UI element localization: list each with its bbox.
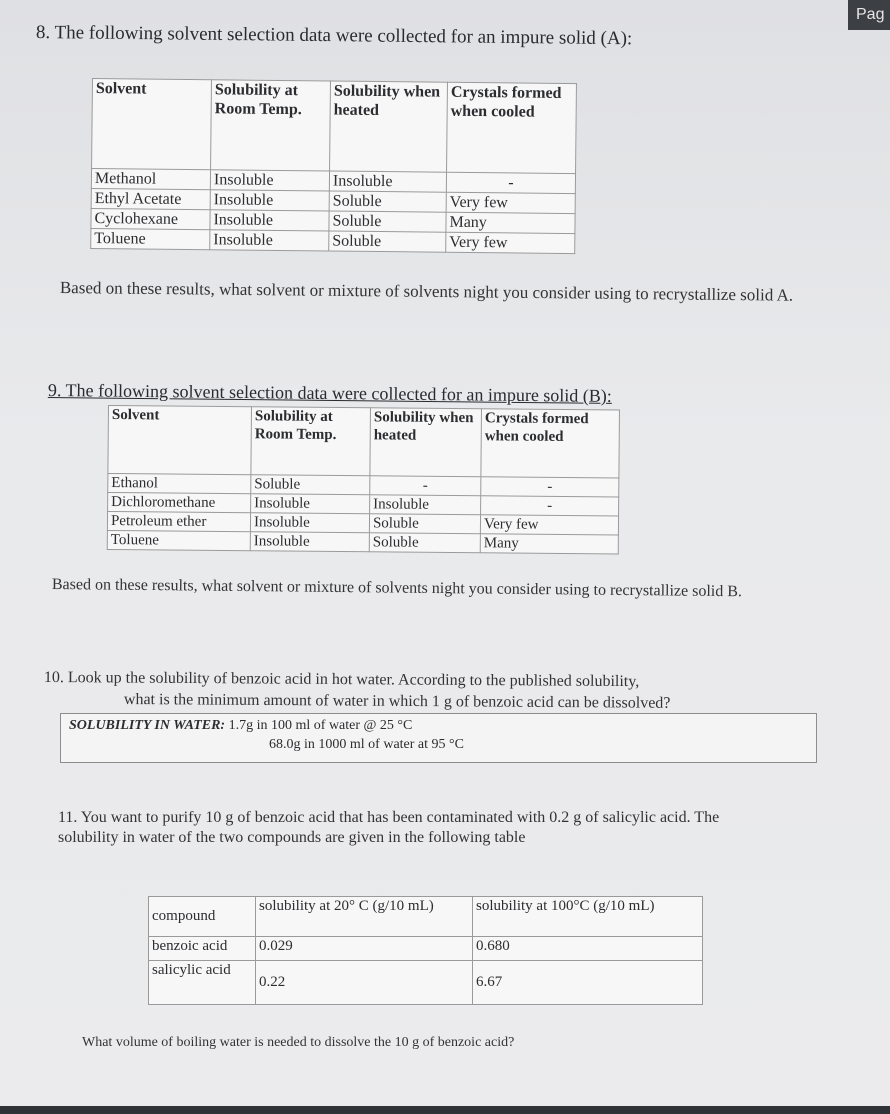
- q9-header-solvent: Solvent: [108, 406, 252, 475]
- table-cell: Insoluble: [250, 532, 369, 552]
- screen-bottom-edge: [0, 1106, 890, 1114]
- table-cell: Many: [446, 212, 575, 233]
- q8-header-crystals: Crystals formed when cooled: [447, 82, 577, 173]
- table-cell: Ethyl Acetate: [91, 188, 210, 209]
- table-cell: Soluble: [329, 211, 446, 232]
- q8-header-heated: Solubility when heated: [330, 81, 448, 172]
- table-cell: Insoluble: [210, 210, 329, 231]
- table-row: [149, 937, 703, 961]
- table-cell: Soluble: [369, 514, 480, 534]
- table-cell: Soluble: [329, 231, 446, 252]
- table-cell: Insoluble: [251, 494, 370, 514]
- table-row: [107, 530, 618, 553]
- q8-heading: 8. The following solvent selection data were collected for an impure solid (A):: [35, 22, 633, 50]
- q10-label: SOLUBILITY IN WATER:: [69, 718, 226, 733]
- table-cell: Dichloromethane: [108, 493, 251, 513]
- q9-table: [107, 405, 620, 554]
- q11-header-compound: compound: [149, 897, 256, 937]
- table-cell: 6.67: [473, 961, 703, 1005]
- table-cell: Soluble: [369, 533, 480, 553]
- table-cell: 0.680: [473, 937, 703, 961]
- table-cell: -: [370, 476, 481, 496]
- q8-table: [90, 78, 577, 254]
- table-cell: Ethanol: [108, 474, 251, 494]
- q10-value2: 68.0g in 1000 ml of water at 95 °C: [269, 737, 464, 752]
- table-cell: 0.22: [256, 961, 473, 1005]
- q10-value1: 1.7g in 100 ml of water @ 25 °C: [228, 718, 413, 733]
- table-row: [149, 961, 703, 1005]
- table-cell: Insoluble: [250, 513, 369, 533]
- table-cell: Very few: [446, 232, 575, 253]
- q11-table: [148, 896, 703, 1005]
- q10-line2: what is the minimum amount of water in which 1 g of benzoic acid can be dissolved?: [123, 691, 671, 712]
- table-cell: Toluene: [107, 530, 250, 550]
- table-cell: Soluble: [251, 475, 370, 495]
- table-cell: Insoluble: [210, 170, 329, 191]
- table-cell: Very few: [480, 515, 618, 535]
- q8-header-solvent: Solvent: [92, 79, 212, 170]
- q9-header-crystals: Crystals formed when cooled: [481, 409, 620, 478]
- table-cell: -: [481, 477, 619, 497]
- table-cell: Very few: [446, 192, 575, 213]
- q8-header-room: Solubility at Room Temp.: [211, 80, 331, 171]
- table-cell: benzoic acid: [149, 937, 256, 961]
- table-cell: 0.029: [256, 937, 473, 961]
- table-cell: salicylic acid: [149, 961, 256, 1005]
- q10-line1: 10. Look up the solubility of benzoic acid in hot water. According to the published solubility,: [43, 669, 640, 691]
- table-cell: Insoluble: [210, 190, 329, 211]
- table-cell: Insoluble: [370, 495, 481, 515]
- q9-header-heated: Solubility when heated: [370, 408, 482, 477]
- q9-header-room: Solubility at Room Temp.: [251, 407, 371, 476]
- table-cell: Insoluble: [210, 230, 329, 251]
- q8-prompt: Based on these results, what solvent or mixture of solvents night you consider using to recrystallize solid A.: [59, 278, 794, 305]
- q11-header-100c: solubility at 100°C (g/10 mL): [473, 897, 703, 937]
- table-cell: -: [446, 172, 575, 193]
- page-tab-label[interactable]: Pag: [848, 0, 890, 30]
- table-cell: -: [481, 496, 619, 516]
- table-cell: Cyclohexane: [91, 208, 210, 229]
- table-cell: Toluene: [91, 228, 210, 249]
- table-row: [91, 228, 575, 253]
- table-cell: Insoluble: [329, 171, 446, 192]
- q11-text: 11. You want to purify 10 g of benzoic acid that has been contaminated with 0.2 g of salicylic acid. The solubility in water of the two compounds are given in the following table: [58, 809, 720, 846]
- q10-solubility-box: [60, 713, 817, 763]
- q11-prompt: What volume of boiling water is needed to dissolve the 10 g of benzoic acid?: [82, 1035, 515, 1050]
- table-cell: Methanol: [91, 169, 210, 190]
- q11-header-20c: solubility at 20° C (g/10 mL): [256, 897, 473, 937]
- table-cell: Petroleum ether: [107, 512, 250, 532]
- q9-prompt: Based on these results, what solvent or mixture of solvents night you consider using to recrystallize solid B.: [51, 575, 743, 601]
- q9-heading: 9. The following solvent selection data were collected for an impure solid (B):: [47, 380, 612, 406]
- table-cell: Many: [480, 534, 618, 554]
- table-cell: Soluble: [329, 191, 446, 212]
